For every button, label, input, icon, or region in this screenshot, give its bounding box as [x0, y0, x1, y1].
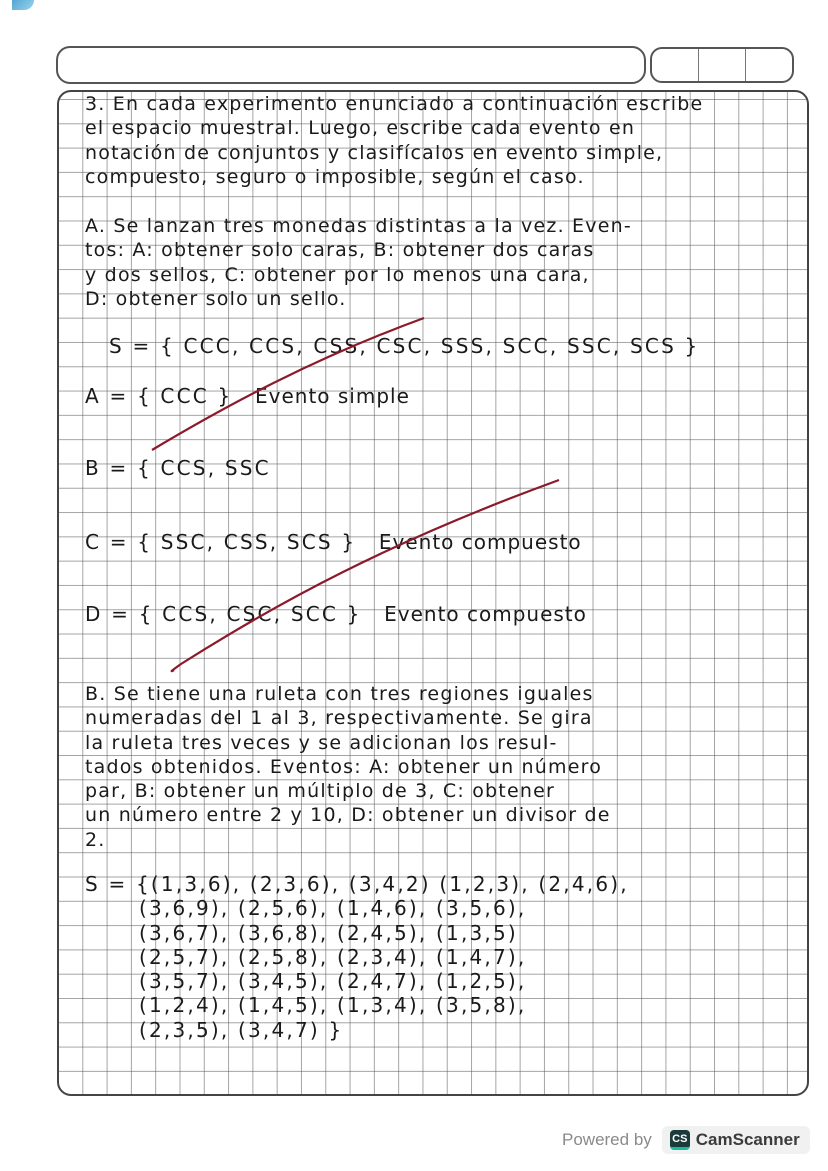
part-a-statement: [85, 214, 632, 311]
statement-line: tados obtenidos. Eventos: A: obtener un número: [85, 755, 603, 778]
event-c-row: [85, 530, 582, 554]
statement-line: tos: A: obtener solo caras, B: obtener dos caras: [85, 239, 595, 262]
scanner-corner-mark: [12, 0, 34, 10]
sample-space-line: (2,5,7), (2,5,8), (2,3,4), (1,4,7),: [139, 944, 527, 969]
statement-line: la ruleta tres veces y se adicionan los resul-: [85, 731, 558, 754]
sample-space-line: (2,3,5), (3,4,7) }: [139, 1017, 344, 1042]
prompt-line: 3. En cada experimento enunciado a continuación escribe: [85, 93, 704, 115]
statement-line: un número entre 2 y 10, D: obtener un divisor de: [85, 804, 611, 827]
statement-line: 2.: [85, 828, 106, 851]
camscanner-badge: [662, 1126, 810, 1154]
grid-paper-page: [57, 90, 809, 1096]
part-b-statement: [85, 682, 611, 852]
camscanner-logo-icon: CS: [670, 1130, 690, 1150]
event-d-row: [85, 602, 587, 626]
statement-line: y dos sellos, C: obtener por lo menos una cara,: [85, 263, 590, 286]
statement-line: par, B: obtener un múltiplo de 3, C: obtener: [85, 780, 555, 803]
prompt-line: el espacio muestral. Luego, escribe cada evento en: [85, 117, 636, 140]
exercise-prompt: [85, 92, 703, 189]
event-a-set: A = { CCC }: [85, 384, 233, 408]
statement-line: A. Se lanzan tres monedas distintas a la vez. Even-: [85, 215, 632, 237]
event-a-row: [85, 384, 410, 408]
sample-space-line: S = {(1,3,6), (2,3,6), (3,4,2) (1,2,3), (2,4,6),: [85, 872, 629, 896]
statement-line: numeradas del 1 al 3, respectivamente. Se gira: [85, 707, 593, 730]
event-b-row: [85, 456, 285, 480]
part-b-sample-space: [85, 872, 629, 1042]
event-d-classification: Evento compuesto: [384, 602, 587, 626]
name-field-box: [56, 46, 646, 84]
event-c-classification: Evento compuesto: [378, 530, 582, 554]
event-a-classification: Evento simple: [254, 384, 410, 408]
code-box-3: [745, 49, 792, 81]
sample-space-line: (3,6,7), (3,6,8), (2,4,5), (1,3,5): [139, 920, 518, 945]
statement-line: B. Se tiene una ruleta con tres regiones iguales: [85, 683, 594, 705]
prompt-line: notación de conjuntos y clasifícalos en evento simple,: [85, 141, 664, 164]
sample-space-line: (3,5,7), (3,4,5), (2,4,7), (1,2,5),: [139, 969, 527, 994]
event-c-set: C = { SSC, CSS, SCS }: [85, 530, 357, 554]
prompt-line: compuesto, seguro o imposible, según el caso.: [85, 165, 585, 188]
powered-by-label: Powered by: [562, 1130, 652, 1149]
code-box-1: [652, 49, 698, 81]
part-a-sample-space: S = { CCC, CCS, CSS, CSC, SSS, SCC, SSC, SCS }: [109, 334, 700, 358]
code-box-2: [698, 49, 745, 81]
event-d-set: D = { CCS, CSC, SCC }: [85, 602, 362, 626]
sample-space-line: (3,6,9), (2,5,6), (1,4,6), (3,5,6),: [139, 896, 527, 921]
camscanner-watermark: [562, 1123, 810, 1157]
code-boxes: [650, 47, 794, 83]
camscanner-brand: CamScanner: [695, 1130, 800, 1149]
statement-line: D: obtener solo un sello.: [85, 287, 347, 310]
event-b-set: B = { CCS, SSC: [85, 456, 271, 480]
sample-space-line: (1,2,4), (1,4,5), (1,3,4), (3,5,8),: [139, 993, 527, 1018]
